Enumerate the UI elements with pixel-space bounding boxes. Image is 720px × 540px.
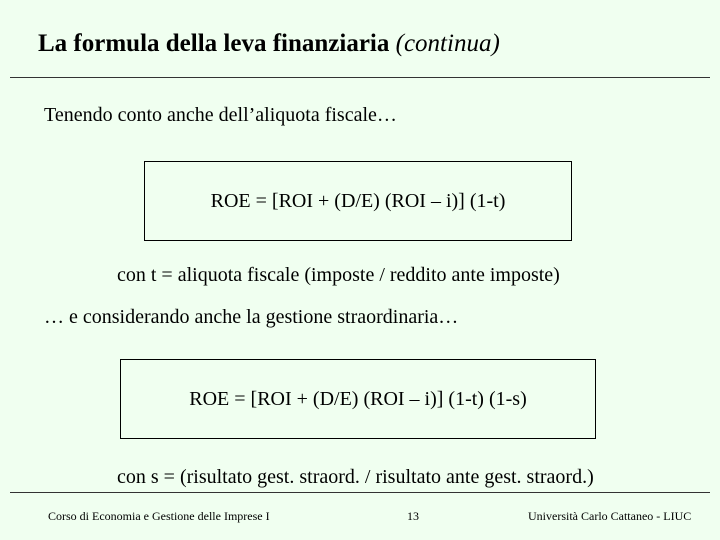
note-1: con t = aliquota fiscale (imposte / reddito ante imposte) <box>117 264 560 286</box>
footer-page-number: 13 <box>407 509 419 523</box>
footer-course: Corso di Economia e Gestione delle Imprese I <box>48 509 270 523</box>
intro-text: Tenendo conto anche dell’aliquota fiscale… <box>44 104 397 126</box>
title-divider <box>10 77 710 78</box>
formula-2: ROE = [ROI + (D/E) (ROI – i)] (1-t) (1-s) <box>189 387 527 410</box>
formula-1: ROE = [ROI + (D/E) (ROI – i)] (1-t) <box>210 189 506 212</box>
slide-title-main: La formula della leva finanziaria <box>38 30 390 57</box>
intro-text-2: … e considerando anche la gestione straordinaria… <box>44 306 459 328</box>
note-2: con s = (risultato gest. straord. / risultato ante gest. straord.) <box>117 466 594 488</box>
footer-divider <box>10 492 710 493</box>
formula-box-2 <box>120 359 596 439</box>
footer-university: Università Carlo Cattaneo - LIUC <box>528 509 692 523</box>
formula-box-1 <box>144 161 572 241</box>
slide-title <box>38 30 500 58</box>
slide-title-sub: (continua) <box>395 30 500 57</box>
